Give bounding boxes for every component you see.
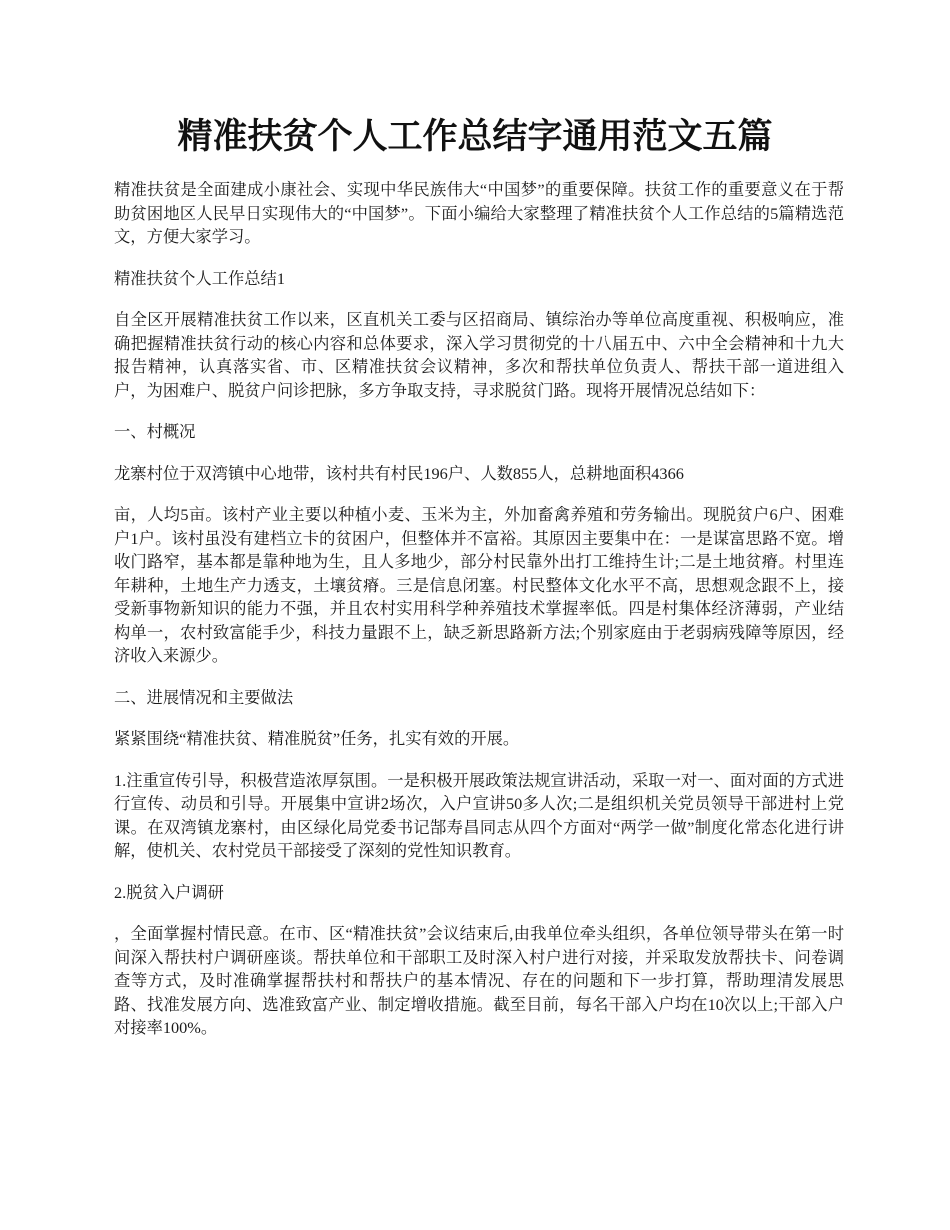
body-paragraph: 自全区开展精准扶贫工作以来，区直机关工委与区招商局、镇综治办等单位高度重视、积极响应，准确把握精准扶贫行动的核心内容和总体要求，深入学习贯彻党的十八届五中、六中全会精神和十九大报告精神，认真落实省、市、区精准扶贫会议精神，多次和帮扶单位负责人、帮扶干部一道进组入户，为困难户、脱贫户问诊把脉，多方争取支持，寻求脱贫门路。现将开展情况总结如下： [114, 310, 844, 400]
body-paragraph: 龙寨村位于双湾镇中心地带，该村共有村民196户、人数855人，总耕地面积4366 [114, 463, 684, 483]
body-paragraph: ，全面掌握村情民意。在市、区“精准扶贫”会议结束后,由我单位牵头组织，各单位领导带头在第一时间深入帮扶村户调研座谈。帮扶单位和干部职工及时深入村户进行对接，并采取发放帮扶卡、问卷调查等方式，及时准确掌握帮扶村和帮扶户的基本情况、存在的问题和下一步打算，帮助理清发展思路、找准发展方向、选准致富产业、制定增收措施。截至目前，每名干部入户均在10次以上;干部入户对接率100%。 [114, 924, 844, 1037]
body-paragraph: 紧紧围绕“精准扶贫、精准脱贫”任务，扎实有效的开展。 [114, 729, 520, 748]
document-body [114, 178, 844, 1058]
document-title: 精准扶贫个人工作总结字通用范文五篇 [177, 116, 773, 157]
section-heading-summary-1: 精准扶贫个人工作总结1 [114, 268, 285, 288]
body-paragraph: 1.注重宣传引导，积极营造浓厚氛围。一是积极开展政策法规宣讲活动，采取一对一、面对面的方式进行宣传、动员和引导。开展集中宣讲2场次，入户宣讲50多人次;二是组织机关党员领导干部进村上党课。在双湾镇龙寨村，由区绿化局党委书记郜寿昌同志从四个方面对“两学一做”制度化常态化进行讲解，使机关、农村党员干部接受了深刻的党性知识教育。 [114, 770, 844, 860]
body-paragraph: 亩，人均5亩。该村产业主要以种植小麦、玉米为主，外加畜禽养殖和劳务输出。现脱贫户6户、困难户1户。该村虽没有建档立卡的贫困户，但整体并不富裕。其原因主要集中在：一是谋富思路不宽。增收门路窄，基本都是靠种地为生，且人多地少，部分村民靠外出打工维持生计;二是土地贫瘠。村里连年耕种，土地生产力透支，土壤贫瘠。三是信息闭塞。村民整体文化水平不高，思想观念跟不上，接受新事物新知识的能力不强，并且农村实用科学种养殖技术掌握率低。四是村集体经济薄弱，产业结构单一，农村致富能手少，科技力量跟不上，缺乏新思路新方法;个别家庭由于老弱病残障等原因，经济收入来源少。 [114, 505, 844, 665]
section-heading-progress: 二、进展情况和主要做法 [114, 687, 294, 707]
intro-paragraph: 精准扶贫是全面建成小康社会、实现中华民族伟大“中国梦”的重要保障。扶贫工作的重要意义在于帮助贫困地区人民早日实现伟大的“中国梦”。下面小编给大家整理了精准扶贫个人工作总结的5篇精选范文，方便大家学习。 [114, 180, 844, 246]
section-heading-village-overview: 一、村概况 [114, 422, 196, 441]
subheading-household-research: 2.脱贫入户调研 [114, 882, 224, 902]
